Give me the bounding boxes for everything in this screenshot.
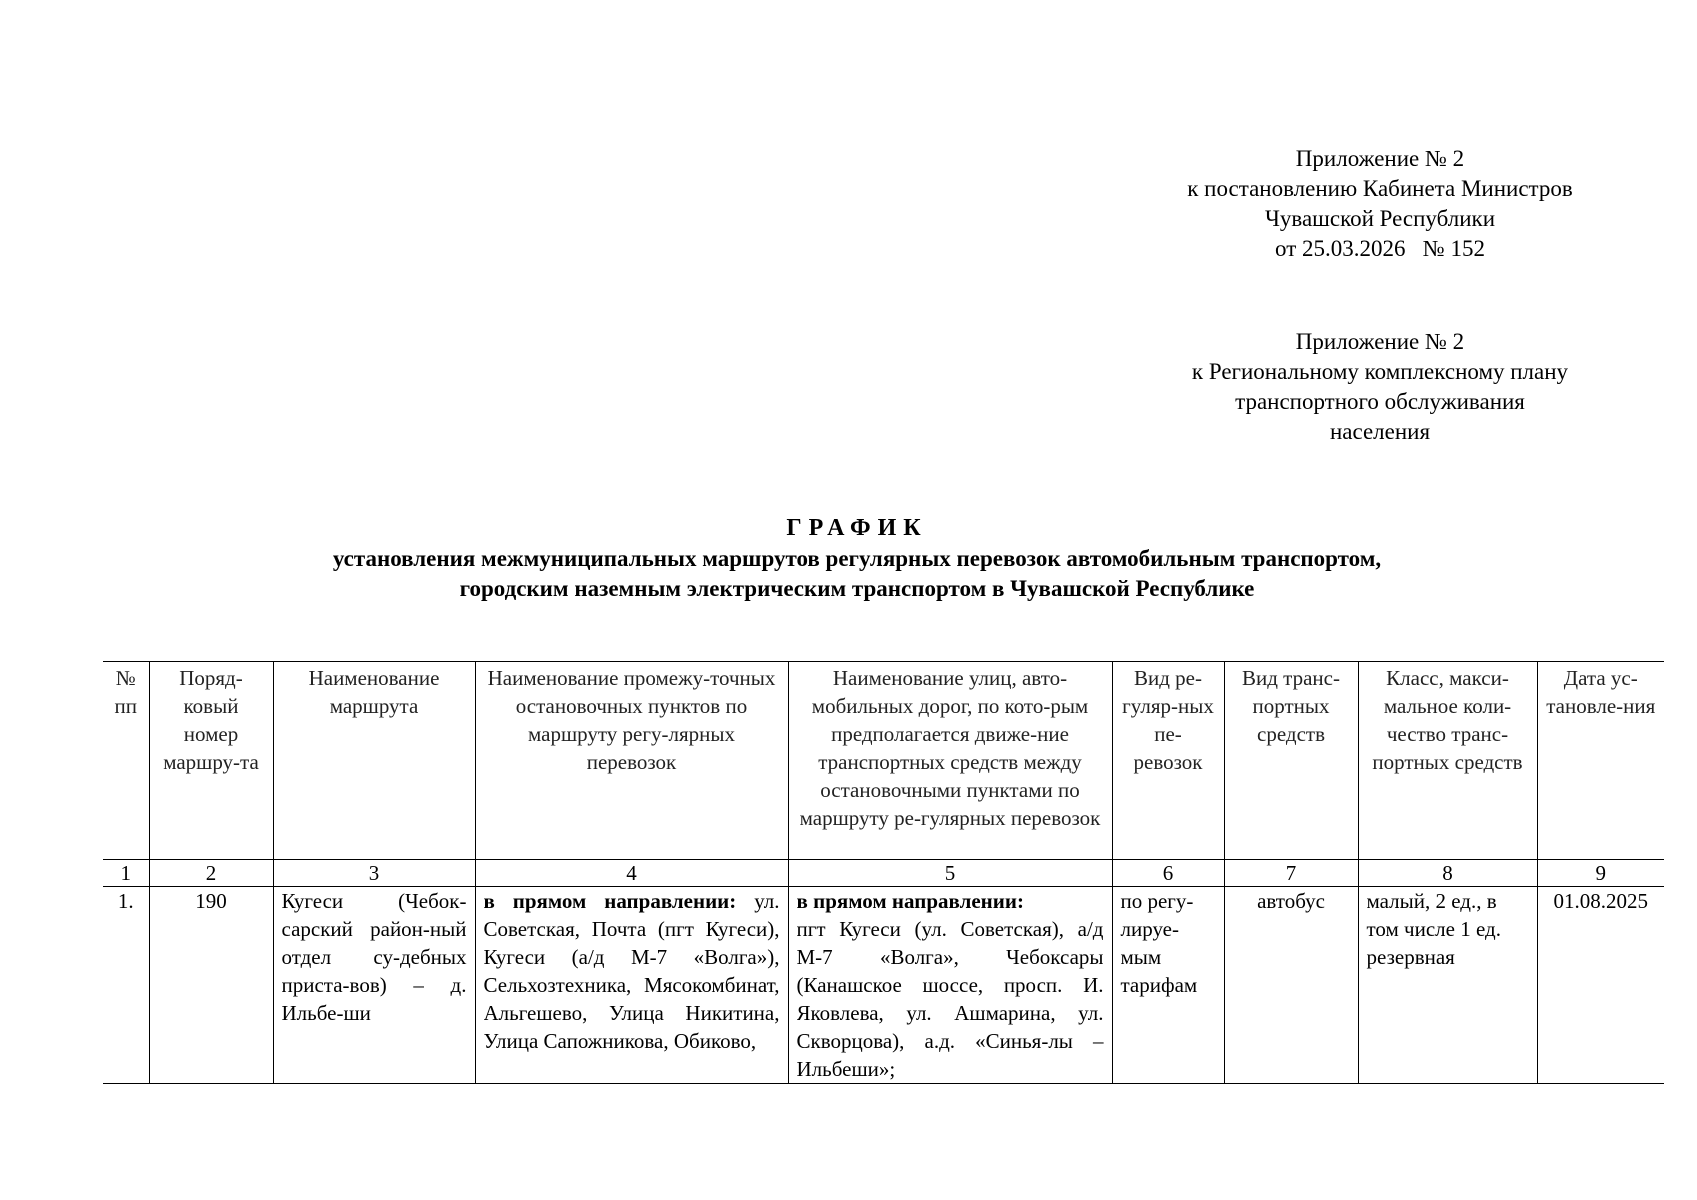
table-row — [103, 887, 1664, 1084]
appendix-line: Чувашской Республики — [1264, 206, 1496, 231]
cell-row-num: 1. — [103, 887, 149, 1084]
document-title — [120, 512, 1594, 604]
title-main: ГРАФИК — [786, 515, 928, 541]
appendix-line: к Региональному комплексному плану — [1191, 359, 1569, 384]
table-header-row — [103, 662, 1664, 860]
header-cell-route-name: Наименование маршрута — [273, 662, 475, 860]
schedule-table — [103, 661, 1664, 1084]
column-number-row — [103, 860, 1664, 887]
appendix-block-plan — [1120, 327, 1640, 447]
column-number: 4 — [475, 860, 788, 887]
cell-route-name — [273, 887, 475, 1084]
appendix-line: к постановлению Кабинета Министров — [1187, 176, 1573, 201]
streets-heading: в прямом направлении: — [796, 889, 1024, 913]
header-cell-stops: Наименование промежу-точных остановочных пунктов по маршруту регу-лярных перевозок — [475, 662, 788, 860]
header-cell-num: № пп — [103, 662, 149, 860]
appendix-line: от 25.03.2026 № 152 — [1275, 236, 1485, 261]
appendix-line: населения — [1329, 419, 1431, 444]
appendix-line: транспортного обслуживания — [1235, 389, 1525, 414]
column-number: 9 — [1537, 860, 1664, 887]
header-cell-date: Дата ус-тановле-ния — [1537, 662, 1664, 860]
header-cell-vehicle-type: Вид транс-портных средств — [1224, 662, 1358, 860]
header-cell-streets: Наименование улиц, авто-мобильных дорог, по кото-рым предполагается движе-ние транспортных средств между остановочными пунктами по маршруту ре-гулярных перевозок — [788, 662, 1112, 860]
column-number: 2 — [149, 860, 273, 887]
appendix-line: Приложение № 2 — [1295, 146, 1465, 171]
column-number: 6 — [1112, 860, 1224, 887]
cell-vehicle-type: автобус — [1224, 887, 1358, 1084]
column-number: 7 — [1224, 860, 1358, 887]
cell-date: 01.08.2025 — [1537, 887, 1664, 1084]
cell-stops — [475, 887, 788, 1084]
header-cell-route-number: Поряд-ковый номер маршру-та — [149, 662, 273, 860]
stops-text: ул. Советская, Почта (пгт Кугеси), Кугеси (а/д М-7 «Волга»), Сельхозтехника, Мясокомбинат, Альгешево, Улица Никитина, Улица Сапожникова, Обиково, — [483, 889, 780, 1053]
header-cell-transport-kind: Вид ре-гуляр-ных пе-ревозок — [1112, 662, 1224, 860]
route-name-text: Кугеси (Чебок-сарский район-ный отдел су-дебных приста-вов) – д. Ильбе-ши — [281, 889, 467, 1025]
appendix-block-resolution — [1120, 144, 1640, 264]
streets-content — [797, 887, 1104, 1083]
title-subtitle-line-1: установления межмуниципальных маршрутов регулярных перевозок автомобильным транспортом, — [332, 546, 1382, 571]
streets-text: пгт Кугеси (ул. Советская), а/д М-7 «Волга», Чебоксары (Канашское шоссе, просп. И. Яковлева, ул. Ашмарина, ул. Скворцова), а.д. «Синья-лы – Ильбеши»; — [796, 917, 1104, 1081]
stops-heading: в прямом направлении: — [483, 889, 737, 913]
appendix-line: Приложение № 2 — [1295, 329, 1465, 354]
title-subtitle-line-2: городским наземным электрическим транспортом в Чувашской Республике — [459, 576, 1255, 601]
cell-vehicle-class: малый, 2 ед., в том числе 1 ед. резервная — [1358, 887, 1537, 1084]
stops-content — [484, 887, 780, 1083]
column-number: 5 — [788, 860, 1112, 887]
cell-streets — [788, 887, 1112, 1084]
header-cell-vehicle-class: Класс, макси-мальное коли-чество транс-портных средств — [1358, 662, 1537, 860]
cell-transport-kind: по регу-лируе-мым тарифам — [1112, 887, 1224, 1084]
cell-route-number: 190 — [149, 887, 273, 1084]
column-number: 1 — [103, 860, 149, 887]
column-number: 8 — [1358, 860, 1537, 887]
column-number: 3 — [273, 860, 475, 887]
